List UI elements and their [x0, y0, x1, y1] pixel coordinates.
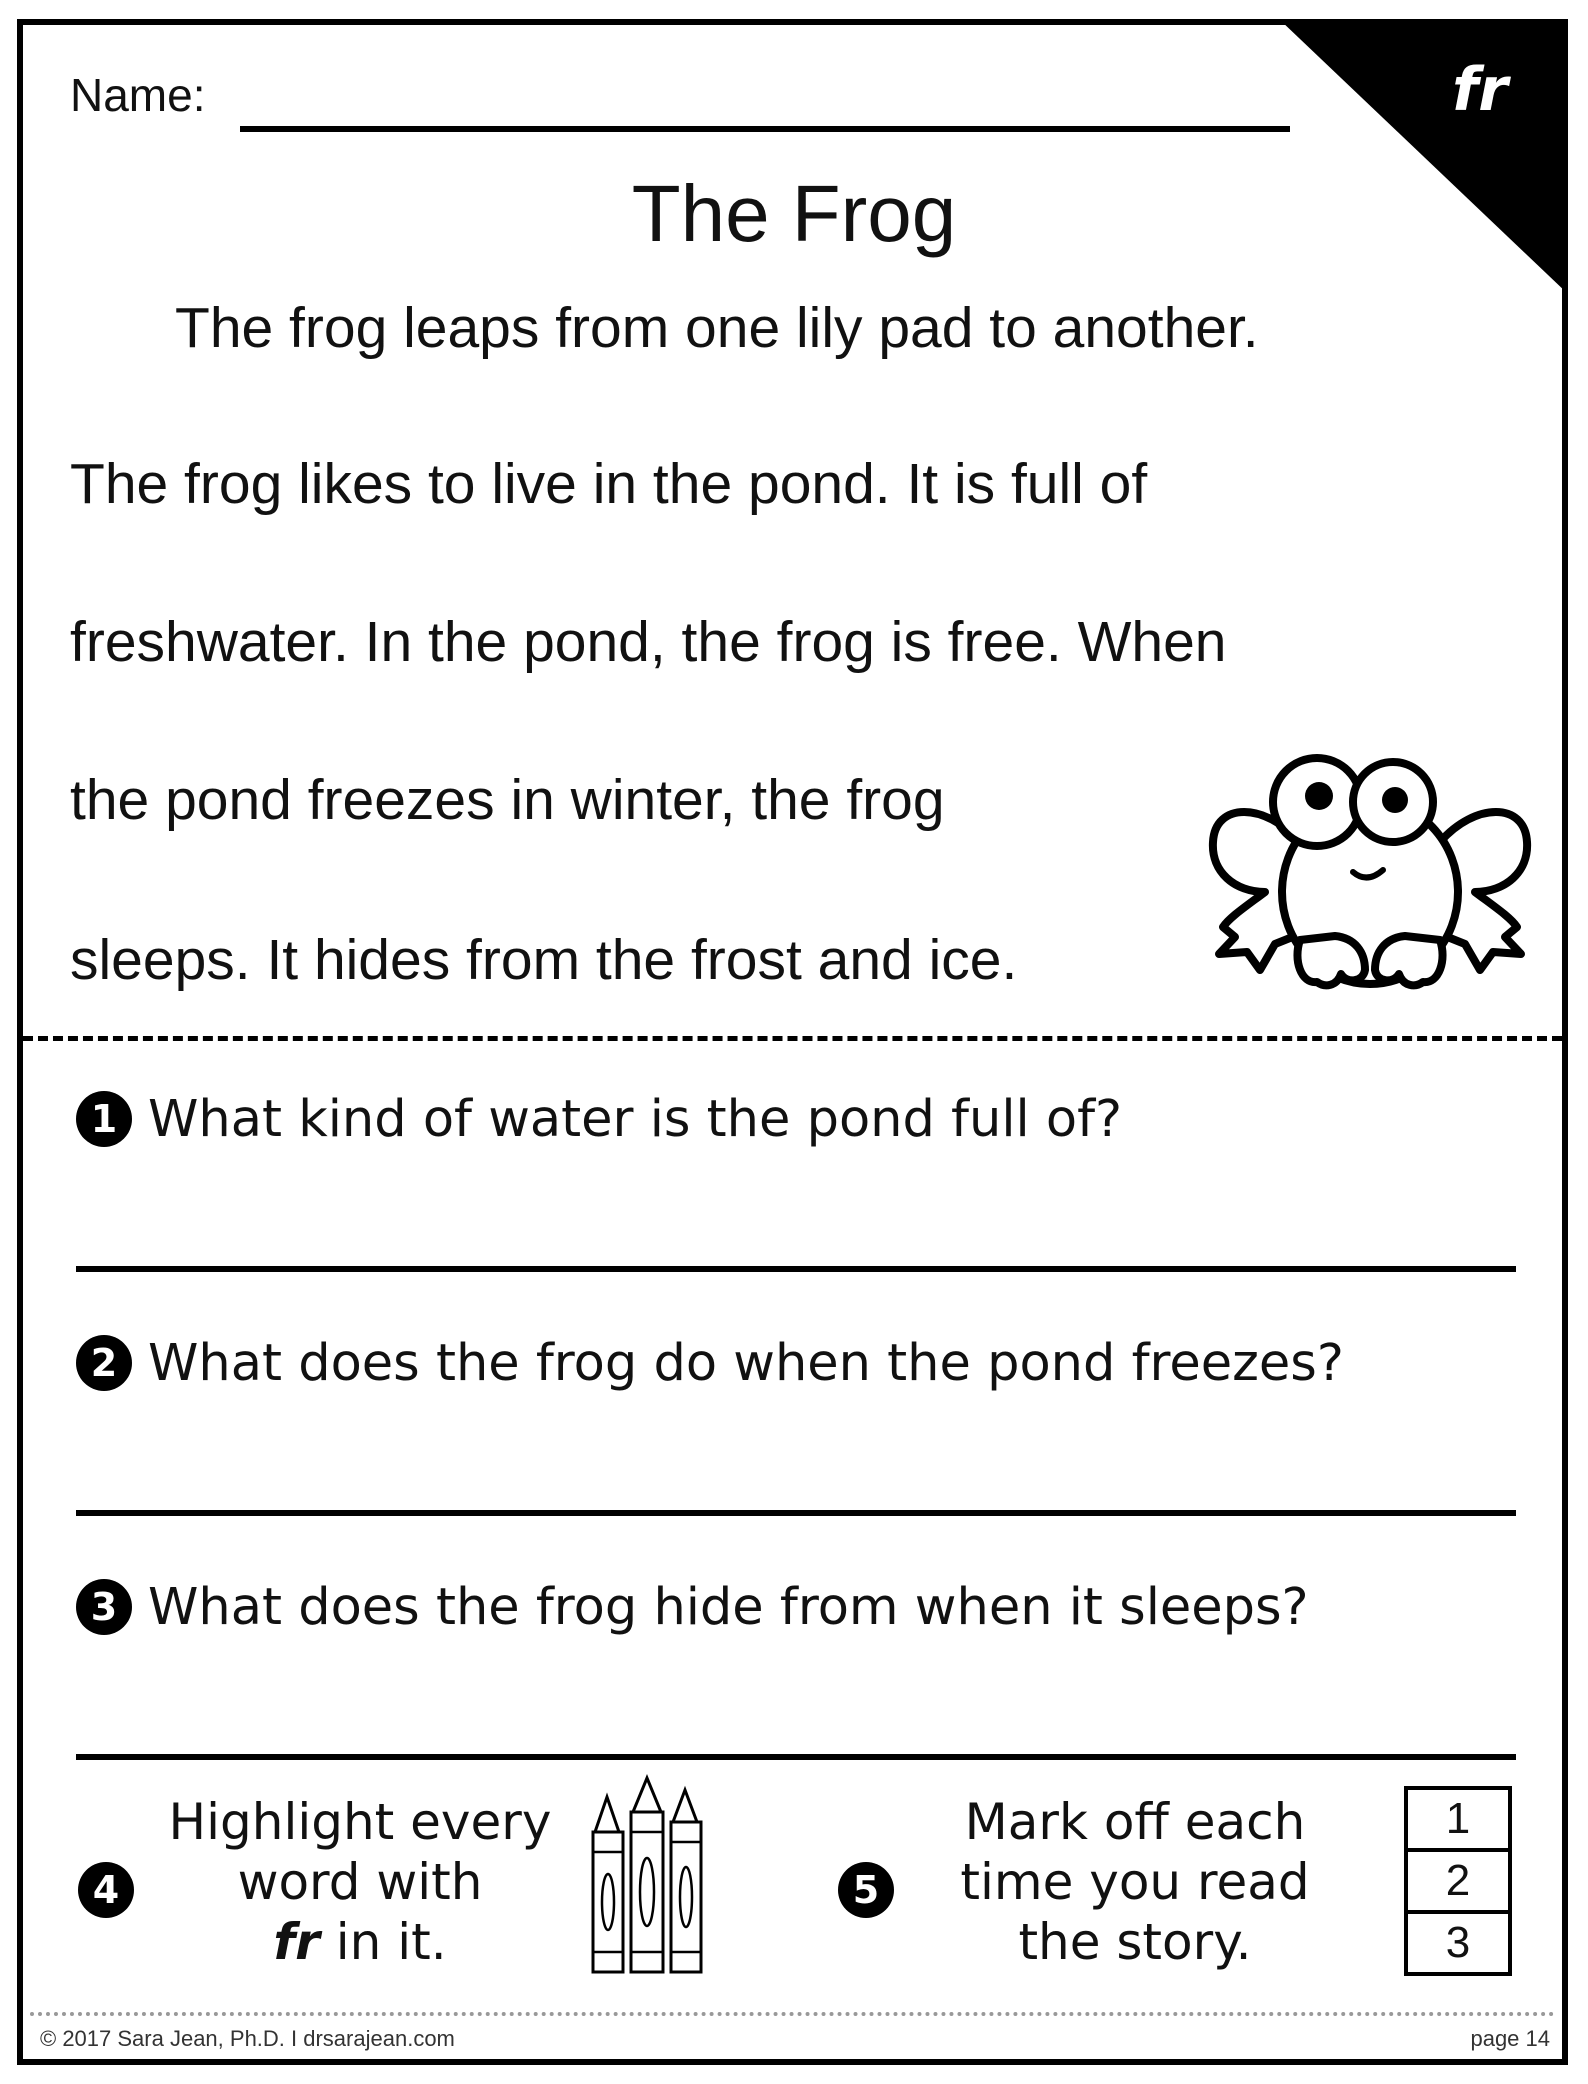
- story-line: The frog likes to live in the pond. It is full of: [70, 452, 1148, 516]
- frog-illustration: [1205, 732, 1535, 994]
- question-number: 1: [76, 1091, 132, 1147]
- name-label: Name:: [70, 69, 206, 121]
- crayons-illustration: [585, 1772, 720, 1984]
- story-line: The frog leaps from one lily pad to another.: [175, 296, 1259, 360]
- copyright-text: © 2017 Sara Jean, Ph.D. I drsarajean.com: [40, 2026, 455, 2051]
- footer-divider: [30, 2012, 1555, 2016]
- read-count-box[interactable]: 3: [1404, 1914, 1512, 1976]
- read-count-box[interactable]: 1: [1404, 1786, 1512, 1852]
- story-title: The Frog: [631, 169, 957, 258]
- task-4-number: 4: [78, 1862, 134, 1918]
- blend-label: fr: [273, 1913, 320, 1971]
- question-number: 3: [76, 1579, 132, 1635]
- mark-off-instruction: Mark off each time you read the story.: [960, 1793, 1310, 1971]
- question-text: What kind of water is the pond full of?: [148, 1089, 1123, 1149]
- story-line: freshwater. In the pond, the frog is free. When: [70, 610, 1227, 674]
- phonics-tag: fr: [1452, 55, 1508, 125]
- answer-line-1[interactable]: [76, 1266, 1516, 1272]
- read-count-boxes: [1404, 1786, 1512, 1976]
- question-text: What does the frog hide from when it sleeps?: [148, 1577, 1309, 1637]
- task-5-number: 5: [838, 1862, 894, 1918]
- answer-line-2[interactable]: [76, 1510, 1516, 1516]
- story-line: sleeps. It hides from the frost and ice.: [70, 928, 1018, 992]
- question-1: [76, 1087, 1122, 1151]
- question-number: 2: [76, 1335, 132, 1391]
- question-2: [76, 1331, 1344, 1395]
- section-divider: [23, 1036, 1562, 1041]
- read-count-box[interactable]: 2: [1404, 1852, 1512, 1914]
- question-text: What does the frog do when the pond freezes?: [148, 1333, 1344, 1393]
- page-number: page 14: [1470, 2026, 1550, 2051]
- highlight-instruction: Highlight every word with fr in it.: [168, 1793, 552, 1971]
- question-3: [76, 1575, 1309, 1639]
- story-line: the pond freezes in winter, the frog: [70, 768, 945, 832]
- answer-line-3[interactable]: [76, 1754, 1516, 1760]
- name-field[interactable]: [240, 126, 1290, 132]
